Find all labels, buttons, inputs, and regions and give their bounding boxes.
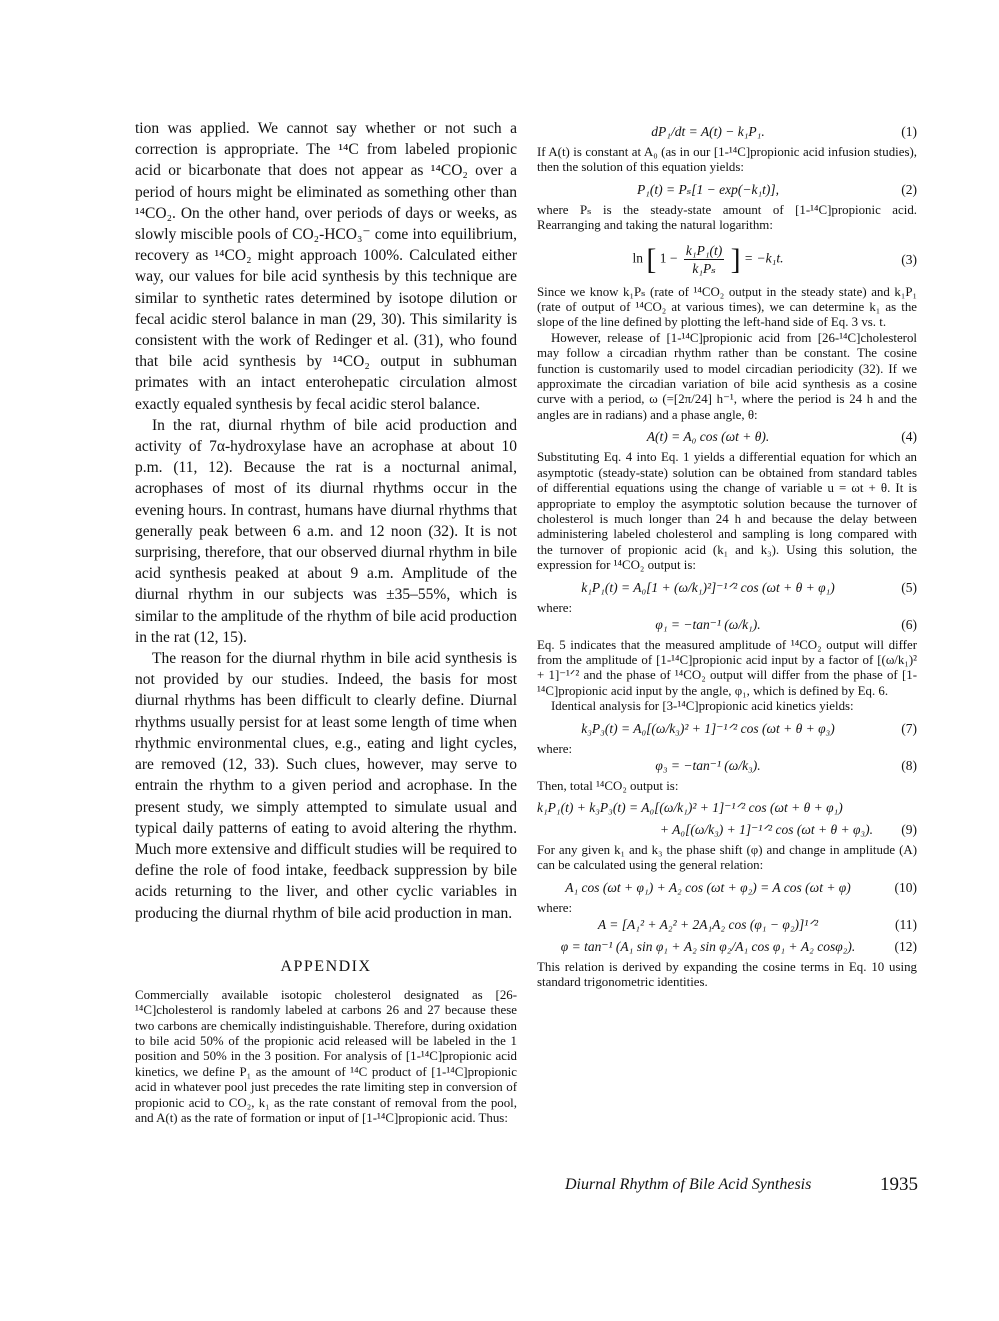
text-block-1: If A(t) is constant at A₀ (as in our [1-¹⁴C]propionic acid infusion studies), then the solution of this equation yields:: [537, 145, 917, 175]
equation-6-expr: φ₁ = −tan⁻¹ (ω/k₁).: [655, 616, 761, 632]
page-number: 1935: [880, 1174, 918, 1195]
where-label-2: where:: [537, 741, 573, 756]
equation-2: [537, 181, 917, 198]
equation-12: [537, 938, 917, 955]
equation-9-number: (9): [901, 821, 917, 837]
left-column: [135, 118, 517, 1126]
left-bracket: [: [646, 242, 657, 276]
text-block-5: Substituting Eq. 4 into Eq. 1 yields a differential equation for which an asymptotic (steady-state) solution can be obtained from standard tables of differential equations using the change of variable u = ωt + θ. It is appropriate to employ the asymptotic solution because the turnover of cholesterol is much longer than 24 h and because the delay between administering labeled cholesterol and sampling is long compared with the turnover of propionic acid (k₁ and k₃). Using this solution, the expression for ¹⁴CO₂ output is:: [537, 450, 917, 573]
equation-8-number: (8): [901, 757, 917, 773]
text-block-9: For any given k₁ and k₃ the phase shift (φ) and change in amplitude (A) can be calculated using the general relation:: [537, 842, 917, 873]
text-block-4: However, release of [1-¹⁴C]propionic acid from [26-¹⁴C]cholesterol may follow a circadian rhythm rather than be constant. The cosine function is customarily used to model circadian periodicity (32). If we approximate the circadian variation of bile acid synthesis as a cosine curve with a period, ω (=[2π/24] h⁻¹, where the period is 24 h and the angles are in radians) and a phase angle, θ:: [537, 330, 917, 422]
equation-3-one: 1 −: [659, 250, 678, 266]
equation-7-number: (7): [901, 720, 917, 736]
equation-3-fraction: [684, 242, 724, 277]
equation-1: [537, 123, 917, 140]
equation-6: [537, 616, 917, 633]
equation-1-number: (1): [901, 124, 917, 139]
equation-11-number: (11): [895, 916, 917, 932]
equation-7-expr: k₃P₃(t) = A₀[(ω/k₃)² + 1]⁻¹ᐟ² cos (ωt + θ + φ₃): [581, 720, 835, 736]
text-block-2: where Pₛ is the steady-state amount of [1-¹⁴C]propionic acid. Rearranging and taking the natural logarithm:: [537, 202, 917, 233]
equation-3-denominator: k₁Pₛ: [692, 260, 716, 276]
equation-3-expr: [537, 242, 879, 277]
equation-9a-expr: k₁P₁(t) + k₃P₃(t) = A₀[(ω/k₁)² + 1]⁻¹ᐟ² cos (ωt + θ + φ₁): [537, 799, 843, 815]
equation-5: [537, 579, 917, 596]
equation-1-expr: dP₁/dt = A(t) − k₁P₁.: [651, 124, 765, 139]
equation-9-line-2: [537, 821, 917, 838]
equation-5-number: (5): [901, 579, 917, 595]
text-block-3: Since we know k₁Pₛ (rate of ¹⁴CO₂ output in the steady state) and k₁P₁ (rate of output of ¹⁴CO₂ at various times), we can determine k₁ as the slope of the line defined by plotting the left-hand side of Eq. 3 vs. t.: [537, 284, 917, 330]
equation-2-expr: P₁(t) = Pₛ[1 − exp(−k₁t)],: [636, 181, 780, 197]
equation-8-expr: φ₃ = −tan⁻¹ (ω/k₃).: [655, 757, 761, 773]
equation-10-number: (10): [894, 879, 917, 895]
where-label-3: where:: [537, 900, 573, 915]
equation-10: [537, 879, 917, 896]
equation-2-number: (2): [901, 181, 917, 197]
equation-5-expr: k₁P₁(t) = A₀[1 + (ω/k₁)²]⁻¹ᐟ² cos (ωt + θ + φ₁): [581, 579, 835, 595]
equation-4-expr: A(t) = A₀ cos (ωt + θ).: [646, 429, 770, 445]
equation-3-number: (3): [901, 251, 917, 267]
equation-4: [537, 428, 917, 445]
equation-11-expr: A = [A₁² + A₂² + 2A₁A₂ cos (φ₁ − φ₂)]¹ᐟ²: [597, 916, 819, 932]
equation-3-rhs: = −k₁t.: [744, 250, 784, 266]
appendix-text: Commercially available isotopic cholesterol designated as [26-¹⁴C]cholesterol is randomly labeled at carbons 26 and 27 because these two carbons are chemically indistinguishable. Therefore, during oxidation to bile acid 50% of the propionic acid released will be labeled in the 1 position and 50% in the 3 position. For analysis of [1-¹⁴C]propionic acid kinetics, we define P₁ as the amount of ¹⁴C product of [1-¹⁴C]propionic acid in whatever pool just precedes the rate limiting step in conversion of propionic acid to CO₂, k₁ as the rate constant of removal from the pool, and A(t) as the rate of formation or input of [1-¹⁴C]propionic acid. Thus:: [135, 987, 517, 1125]
equation-9b-expr: + A₀[(ω/k₃) + 1]⁻¹ᐟ² cos (ωt + θ + φ₃).: [659, 821, 873, 837]
right-bracket: ]: [730, 242, 741, 276]
equation-12-number: (12): [894, 938, 917, 954]
text-block-6: Eq. 5 indicates that the measured amplitude of ¹⁴CO₂ output will differ from the amplitude of [1-¹⁴C]propionic acid input by a factor of [(ω/k₁)² + 1]⁻¹ᐟ² and the phase of ¹⁴CO₂ output will differ from the phase of [1-¹⁴C]propionic acid input by the angle, φ₁, which is defined by Eq. 6.: [537, 637, 917, 698]
equation-12-expr: φ = tan⁻¹ (A₁ sin φ₁ + A₂ sin φ₂/A₁ cos φ₁ + A₂ cosφ₂).: [560, 938, 856, 954]
equation-8: [537, 757, 917, 774]
running-title: Diurnal Rhythm of Bile Acid Synthesis: [565, 1176, 812, 1193]
where-label-1: where:: [537, 600, 573, 615]
appendix-heading: APPENDIX: [280, 957, 372, 975]
text-block-8: Then, total ¹⁴CO₂ output is:: [537, 778, 679, 793]
equation-3-numerator: k₁P₁(t): [685, 242, 723, 258]
equation-10-expr: A₁ cos (ωt + φ₁) + A₂ cos (ωt + φ₂) = A cos (ωt + φ): [565, 879, 851, 895]
paragraph-3: The reason for the diurnal rhythm in bile acid synthesis is not provided by our studies. Indeed, the basis for most diurnal rhythms has been difficult to clearly define. Diurnal rhythms usually persist for at least some length of time when rhythmic environmental clues, e.g., eating and light cycles, are removed (12, 33). Such clues, however, may serve to entrain the rhythm to a given period and acrophase. In the present study, we simply attempted to simulate usual and typical daily patterns of eating to avoid altering the rhythm. Much more extensive and difficult studies will be required to define the role of food intake, feedback suppression by bile acids returning to the liver, and other cyclic variables in producing the diurnal rhythm of bile acid production in man.: [135, 650, 517, 922]
equation-3-ln: ln: [632, 250, 644, 266]
equation-7: [537, 720, 917, 737]
paragraph-1: tion was applied. We cannot say whether or not such a correction is appropriate. The ¹⁴C from labeled propionic acid or bicarbonate that does not appear as ¹⁴CO₂ over a period of hours might be eliminated as something other than ¹⁴CO₂. On the other hand, over periods of days or weeks, as slowly miscible pools of CO₂-HCO₃⁻ come into equilibrium, recovery as ¹⁴CO₂ might approach 100%. Calculated either way, our values for bile acid synthesis by this technique are similar to synthetic rates determined by isotope dilution or fecal acidic sterol balance in man (29, 30). This similarity is consistent with the work of Redinger et al. (31), who found that bile acid synthesis by ¹⁴CO₂ output in subhuman primates with an intact enterohepatic circulation almost exactly equaled synthesis by fecal acidic sterol balance.: [135, 120, 517, 413]
equation-3: [537, 242, 917, 277]
paragraph-2: In the rat, diurnal rhythm of bile acid production and activity of 7α-hydroxylase have an acrophase at about 10 p.m. (11, 12). Because the rat is a nocturnal animal, acrophases of most of its diurnal rhythms occur in the evening hours. In contrast, humans have diurnal rhythms that generally peak between 6 a.m. and 12 noon (32). It is not surprising, therefore, that our observed diurnal rhythm in bile acid synthesis peaked at about 9 a.m. Amplitude of the diurnal rhythm in our subjects was ±35–55%, which is similar to the amplitude of the rhythm of bile acid production in the rat (12, 15).: [135, 416, 517, 646]
equation-4-number: (4): [901, 429, 917, 445]
equation-9-line-1: [537, 799, 917, 816]
right-column: [537, 118, 917, 991]
text-block-7: Identical analysis for [3-¹⁴C]propionic acid kinetics yields:: [551, 699, 854, 714]
equation-11: [537, 916, 917, 933]
equation-6-number: (6): [901, 616, 917, 632]
text-block-10: This relation is derived by expanding the cosine terms in Eq. 10 using standard trigonometric identities.: [537, 959, 917, 990]
